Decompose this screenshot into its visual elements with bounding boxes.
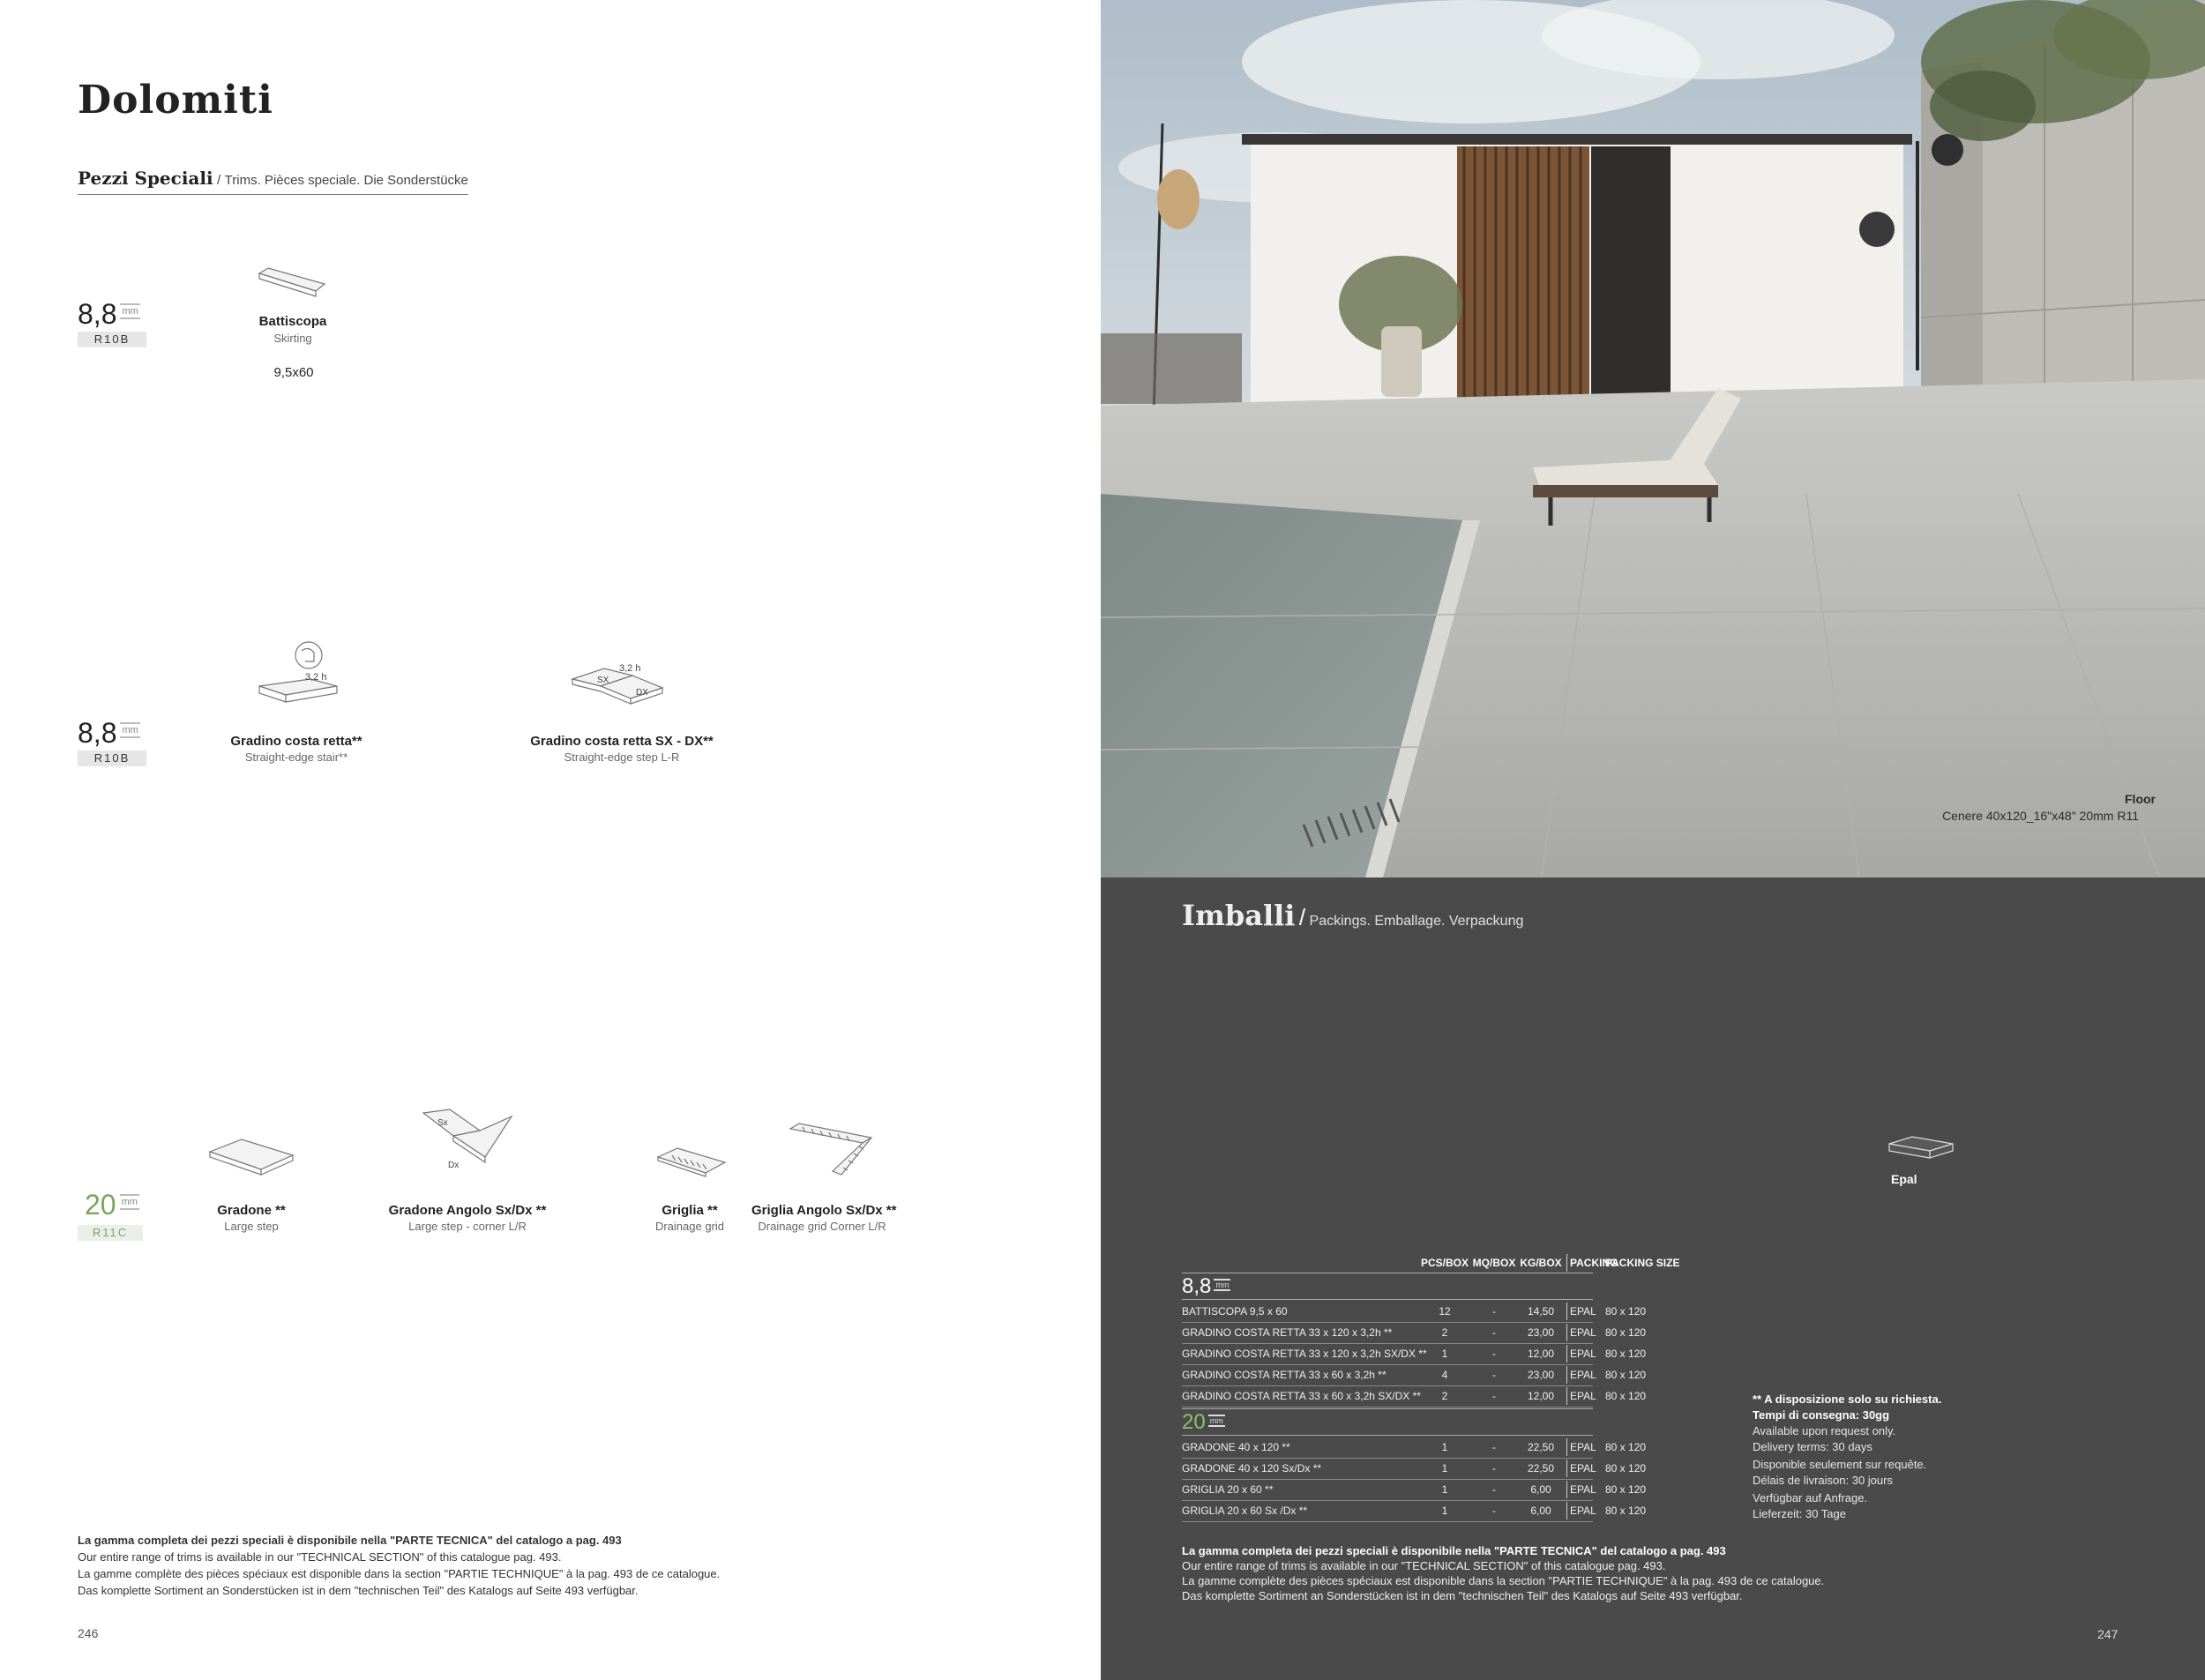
- table-value: -: [1492, 1483, 1496, 1496]
- photo-caption-title: Floor: [2125, 792, 2156, 806]
- table-value: EPAL: [1570, 1462, 1596, 1475]
- table-value: EPAL: [1570, 1369, 1596, 1381]
- table-value: 80 x 120: [1605, 1326, 1647, 1339]
- product-subtitle: Large step - corner L/R: [408, 1220, 527, 1233]
- row-divider: [1182, 1364, 1593, 1365]
- row-divider: [1182, 1322, 1593, 1323]
- table-value: 12,00: [1527, 1390, 1555, 1402]
- product-subtitle: Drainage grid: [654, 1220, 725, 1233]
- column-header: KG/BOX: [1520, 1257, 1562, 1269]
- table-value: EPAL: [1570, 1305, 1596, 1318]
- column-divider: [1566, 1481, 1567, 1498]
- packing-panel: [1101, 877, 2205, 1680]
- product-subtitle: Straight-edge stair**: [244, 750, 348, 764]
- table-value: 6,00: [1530, 1505, 1551, 1517]
- table-value: 80 x 120: [1605, 1441, 1647, 1453]
- column-divider: [1566, 1345, 1567, 1363]
- section-subtitle: Pezzi Speciali / Trims. Pièces speciale. Die Sonderstücke: [78, 168, 468, 195]
- table-value: 80 x 120: [1605, 1390, 1647, 1402]
- table-value: 14,50: [1527, 1305, 1555, 1318]
- table-value: 22,50: [1527, 1462, 1555, 1475]
- table-value: 1: [1441, 1483, 1448, 1496]
- row-divider: [1182, 1299, 1593, 1300]
- table-value: EPAL: [1570, 1390, 1596, 1402]
- product-name: Gradino costa retta SX - DX**: [530, 734, 714, 749]
- skirting-icon: [256, 265, 326, 298]
- table-value: 80 x 120: [1605, 1483, 1647, 1496]
- table-value: 12,00: [1527, 1348, 1555, 1360]
- product-subtitle: Straight-edge step L-R: [564, 750, 680, 764]
- table-value: -: [1492, 1462, 1496, 1475]
- table-value: 23,00: [1527, 1369, 1555, 1381]
- stair-corner-icon: [569, 661, 666, 714]
- row-label: GRADINO COSTA RETTA 33 x 60 x 3,2h SX/DX **: [1182, 1390, 1421, 1402]
- photo-caption: Cenere 40x120_16"x48" 20mm R11: [1942, 809, 2139, 823]
- table-value: EPAL: [1570, 1441, 1596, 1453]
- row-divider: [1182, 1500, 1593, 1501]
- table-value: -: [1492, 1390, 1496, 1402]
- epal-icon: [1886, 1133, 1956, 1163]
- table-value: -: [1492, 1441, 1496, 1453]
- sx-label: Sx: [437, 1118, 448, 1128]
- table-value: -: [1492, 1326, 1496, 1339]
- size-label: 9,5x60: [273, 365, 314, 380]
- row-divider: [1182, 1343, 1593, 1344]
- column-divider: [1566, 1254, 1567, 1272]
- column-header: PACKING: [1570, 1257, 1618, 1269]
- row-label: GRADINO COSTA RETTA 33 x 120 x 3,2h **: [1182, 1326, 1393, 1339]
- table-value: -: [1492, 1505, 1496, 1517]
- product-name: Gradone Angolo Sx/Dx **: [388, 1203, 547, 1218]
- thickness-badge: 20 mm: [85, 1189, 138, 1221]
- sx-label: SX: [597, 676, 609, 685]
- product-name: Battiscopa: [258, 314, 327, 329]
- table-value: 12: [1439, 1305, 1451, 1318]
- drainage-grid-corner-icon: [787, 1120, 875, 1178]
- table-value: EPAL: [1570, 1326, 1596, 1339]
- hero-photo: [1101, 0, 2205, 877]
- row-label: GRIGLIA 20 x 60 **: [1182, 1483, 1274, 1496]
- row-divider: [1182, 1435, 1593, 1436]
- row-divider: [1182, 1521, 1593, 1522]
- row-divider: [1182, 1479, 1593, 1480]
- product-name: Griglia **: [662, 1203, 718, 1218]
- thickness-value: 8,8: [1182, 1274, 1212, 1298]
- mm-unit: mm: [1215, 1281, 1230, 1289]
- product-name: Gradone **: [217, 1203, 286, 1218]
- table-value: 80 x 120: [1605, 1348, 1647, 1360]
- table-value: 80 x 120: [1605, 1369, 1647, 1381]
- slip-rating: R10B: [78, 750, 146, 766]
- height-label: 3,2 h: [305, 672, 327, 683]
- table-value: EPAL: [1570, 1348, 1596, 1360]
- table-value: EPAL: [1570, 1483, 1596, 1496]
- table-value: 2: [1441, 1390, 1448, 1402]
- height-label: 3,2 h: [619, 663, 641, 674]
- slip-rating: R11C: [78, 1225, 143, 1241]
- table-value: 1: [1441, 1505, 1448, 1517]
- table-value: EPAL: [1570, 1505, 1596, 1517]
- large-step-corner-icon: [418, 1106, 517, 1180]
- trims-note: La gamma completa dei pezzi speciali è disponibile nella "PARTE TECNICA" del catalogo a pag. 493 Our entire range of trims is available in our "TECHNICAL SECTION" of this catalogue pag. 493. La gamme complète des pièces spéciaux est disponible dans la section "PARTIE TECHNIQUE" à la pag. 493 de ce catalogue. Das komplette Sortiment an Sonderstücken ist in dem "technischen Teil" des Katalogs auf Seite 493 verfügbar.: [1182, 1544, 1825, 1602]
- page-title: Dolomiti: [78, 78, 273, 123]
- drainage-grid-icon: [654, 1145, 729, 1180]
- column-divider: [1566, 1502, 1567, 1519]
- row-label: GRIGLIA 20 x 60 Sx /Dx **: [1182, 1505, 1308, 1517]
- slip-rating: R10B: [78, 332, 146, 347]
- product-name: Gradino costa retta**: [230, 734, 363, 749]
- table-value: 80 x 120: [1605, 1462, 1647, 1475]
- thickness-badge: 8,8 mm: [78, 717, 138, 749]
- thickness-badge: 8,8 mm: [78, 298, 138, 330]
- table-value: 22,50: [1527, 1441, 1555, 1453]
- page-number: 246: [78, 1626, 99, 1640]
- page-number: 247: [2097, 1627, 2119, 1641]
- product-subtitle: Drainage grid Corner L/R: [758, 1220, 886, 1233]
- row-label: GRADINO COSTA RETTA 33 x 60 x 3,2h **: [1182, 1369, 1387, 1381]
- table-value: 2: [1441, 1326, 1448, 1339]
- thickness-badge: [1182, 1276, 1230, 1297]
- column-divider: [1566, 1366, 1567, 1384]
- column-divider: [1566, 1460, 1567, 1477]
- table-value: -: [1492, 1369, 1496, 1381]
- epal-label: Epal: [1891, 1172, 1917, 1186]
- row-divider: [1182, 1385, 1593, 1386]
- table-value: 6,00: [1530, 1483, 1551, 1496]
- row-label: GRADONE 40 x 120 **: [1182, 1441, 1290, 1453]
- table-value: 1: [1441, 1462, 1448, 1475]
- thickness-value: 20: [1182, 1410, 1206, 1434]
- column-header: MQ/BOX: [1472, 1257, 1516, 1269]
- table-value: 1: [1441, 1441, 1448, 1453]
- row-label: GRADONE 40 x 120 Sx/Dx **: [1182, 1462, 1322, 1475]
- product-name: Griglia Angolo Sx/Dx **: [751, 1203, 897, 1218]
- column-divider: [1566, 1438, 1567, 1456]
- column-divider: [1566, 1303, 1567, 1320]
- table-value: 4: [1441, 1369, 1448, 1381]
- table-value: 80 x 120: [1605, 1305, 1647, 1318]
- column-header: PCS/BOX: [1420, 1257, 1469, 1269]
- table-value: 80 x 120: [1605, 1505, 1647, 1517]
- availability-note: ** A disposizione solo su richiesta. Tempi di consegna: 30gg Available upon request only. Delivery terms: 30 days Disponible seulement sur requête. Délais de livraison: 30 jours Verfügbar auf Anfrage. Lieferzeit: 30 Tage: [1753, 1393, 1942, 1520]
- table-value: -: [1492, 1348, 1496, 1360]
- product-subtitle: Skirting: [273, 332, 312, 345]
- row-label: GRADINO COSTA RETTA 33 x 120 x 3,2h SX/DX **: [1182, 1348, 1427, 1360]
- large-step-icon: [206, 1132, 298, 1182]
- dx-label: DX: [636, 688, 648, 698]
- thickness-badge: [1182, 1412, 1225, 1433]
- row-divider: [1182, 1408, 1593, 1409]
- table-value: 1: [1441, 1348, 1448, 1360]
- mm-unit: mm: [1209, 1416, 1223, 1425]
- terrace-pool-image: [1101, 0, 2205, 877]
- column-header: PACKING SIZE: [1605, 1257, 1680, 1269]
- row-label: BATTISCOPA 9,5 x 60: [1182, 1305, 1288, 1318]
- column-divider: [1566, 1387, 1567, 1405]
- table-value: 23,00: [1527, 1326, 1555, 1339]
- column-divider: [1566, 1324, 1567, 1341]
- product-subtitle: Large step: [224, 1220, 279, 1233]
- stair-icon: [256, 640, 344, 711]
- dx-label: Dx: [448, 1161, 460, 1170]
- packing-title: Imballi / Packings. Emballage. Verpackung: [1182, 899, 1524, 932]
- trims-note: La gamma completa dei pezzi speciali è disponibile nella "PARTE TECNICA" del catalogo a pag. 493 Our entire range of trims is available in our "TECHNICAL SECTION" of this catalogue pag. 493. La gamme complète des pièces spéciaux est disponible dans la section "PARTIE TECHNIQUE" à la pag. 493 de ce catalogue. Das komplette Sortiment an Sonderstücken ist in dem "technischen Teil" des Katalogs auf Seite 493 verfügbar.: [78, 1534, 721, 1597]
- table-value: -: [1492, 1305, 1496, 1318]
- row-divider: [1182, 1458, 1593, 1459]
